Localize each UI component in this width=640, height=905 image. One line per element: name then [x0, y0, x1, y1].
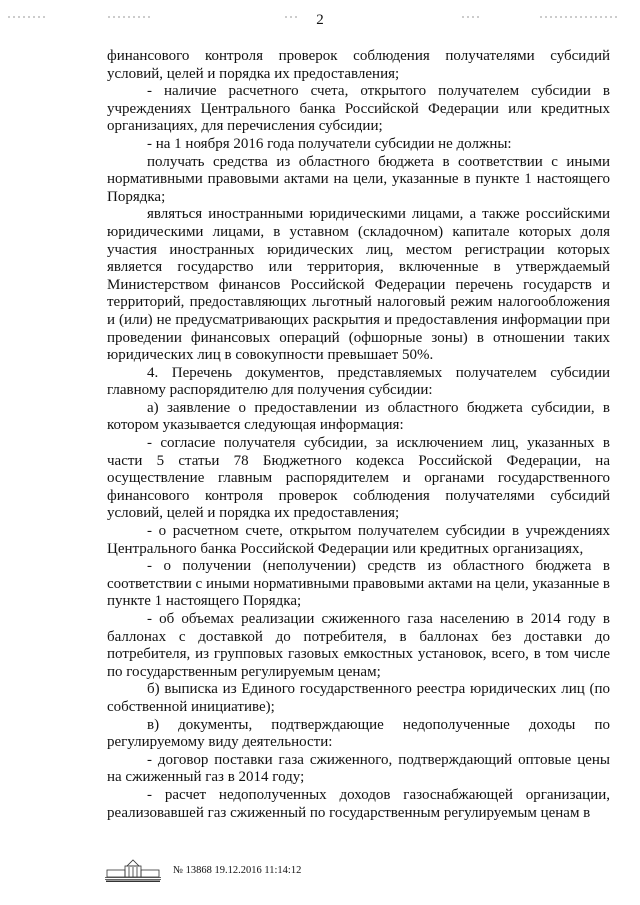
- paragraph: получать средства из областного бюджета в соответствии с иными нормативными правовыми актами на цели, указанные в пункте 1 настоящего Порядка;: [107, 153, 610, 205]
- paragraph: а) заявление о предоставлении из областного бюджета субсидии, в котором указывается следующая информация:: [107, 399, 610, 434]
- paragraph: - договор поставки газа сжиженного, подтверждающий оптовые цены на сжиженный газ в 2014 году;: [107, 751, 610, 786]
- paragraph: - расчет недополученных доходов газоснабжающей организации, реализовавшей газ сжиженный по государственным регулируемым ценам в: [107, 786, 610, 821]
- paragraph: - на 1 ноября 2016 года получатели субсидии не должны:: [147, 135, 512, 152]
- paragraph: б) выписка из Единого государственного реестра юридических лиц (по собственной инициативе);: [107, 681, 610, 715]
- paragraph: являться иностранными юридическими лицами, а также российскими юридическими лицами, в уставном (складочном) капитале которых доля участия иностранных юридических лиц, местом регистрации которых является государство или территория, включенные в утверждаемый Министерством финансов Российской Федерации перечень государств и территорий, предоставляющих льготный налоговый режим налогообложения и (или) не предусматривающих раскрытия и предоставления информации при проведении финансовых операций (офшорные зоны) в отношении таких юридических лиц в совокупности превышает 50%.: [107, 206, 610, 364]
- paragraph: - об объемах реализации сжиженного газа населению в 2014 году в баллонах с доставкой до потребителя, в баллонах без доставки до потребителя, из групповых газовых емкостных установок, всего, в том числе по государственным регулируемым ценам;: [107, 611, 610, 680]
- paragraph: 4. Перечень документов, представляемых получателем субсидии главному распорядителю для получения субсидии:: [107, 364, 610, 399]
- paragraph: - наличие расчетного счета, открытого получателем субсидии в учреждениях Центрального банка Российской Федерации или кредитных организациях, для перечисления субсидии;: [107, 83, 610, 135]
- paragraph: - о получении (неполучении) средств из областного бюджета в соответствии с иными нормативными правовыми актами на цели, указанные в пункте 1 настоящего Порядка;: [107, 558, 610, 610]
- paragraph: - о расчетном счете, открытом получателем субсидии в учреждениях Центрального банка Российской Федерации или кредитных организациях,: [107, 523, 610, 557]
- document-body: [107, 48, 610, 822]
- footer: [103, 857, 301, 883]
- paragraph: - согласие получателя субсидии, за исключением лиц, указанных в части 5 статьи 78 Бюджетного кодекса Российской Федерации, на осуществление главным распорядителем и органами государственного финансового контроля проверок соблюдения получателями субсидий условий, целей и порядка их предоставления;: [107, 435, 610, 522]
- government-building-logo: [103, 857, 163, 883]
- paragraph: в) документы, подтверждающие недополученные доходы по регулируемому виду деятельности:: [107, 716, 610, 751]
- paragraph: финансового контроля проверок соблюдения получателями субсидий условий, целей и порядка их предоставления;: [107, 48, 610, 82]
- page-number: 2: [316, 12, 324, 28]
- registration-stamp: № 13868 19.12.2016 11:14:12: [173, 864, 302, 876]
